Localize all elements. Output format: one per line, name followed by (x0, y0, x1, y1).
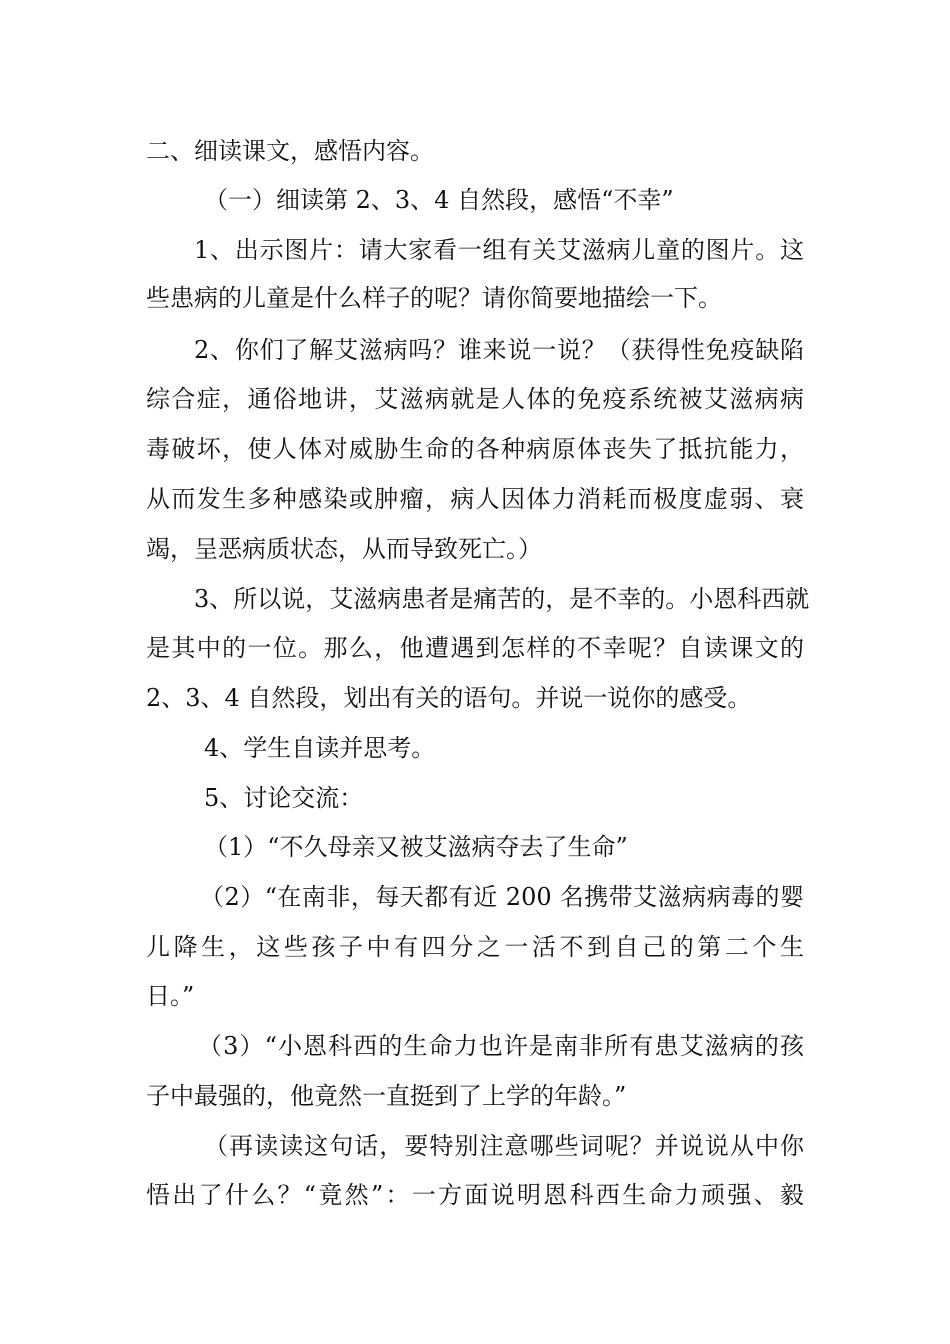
paragraph-line: 些患病的儿童是什么样子的呢？请你简要地描绘一下。 (146, 284, 722, 312)
paragraph-line: 2、你们了解艾滋病吗？谁来说一说？（获得性免疫缺陷 (194, 336, 804, 364)
paragraph-line: 1、出示图片：请大家看一组有关艾滋病儿童的图片。这 (194, 236, 804, 264)
paragraph-line: 竭，呈恶病质状态，从而导致死亡。） (146, 535, 542, 563)
paragraph-line: 子中最强的，他竟然一直挺到了上学的年龄。” (146, 1082, 627, 1110)
paragraph-line: 3、所以说，艾滋病患者是痛苦的，是不幸的。小恩科西就 (194, 585, 810, 613)
paragraph-line: 日。” (146, 982, 195, 1010)
list-item: 4、学生自读并思考。 (204, 734, 436, 762)
section-heading: 二、细读课文，感悟内容。 (146, 137, 434, 165)
paragraph-line: （再读读这句话，要特别注意哪些词呢？并说说从中你 (204, 1132, 804, 1160)
paragraph-line: 悟出了什么？“竟然”：一方面说明恩科西生命力顽强、毅 (146, 1181, 804, 1209)
subsection-heading: （一）细读第 2、3、4 自然段，感悟“不幸” (204, 186, 674, 214)
paragraph-line: 2、3、4 自然段，划出有关的语句。并说一说你的感受。 (146, 684, 752, 712)
quote-item: （2）“在南非，每天都有近 200 名携带艾滋病病毒的婴 (200, 883, 804, 911)
paragraph-line: 综合症，通俗地讲，艾滋病就是人体的免疫系统被艾滋病病 (146, 385, 804, 413)
paragraph-line: 从而发生多种感染或肿瘤，病人因体力消耗而极度虚弱、衰 (146, 485, 804, 513)
quote-item: （1）“不久母亲又被艾滋病夺去了生命” (204, 833, 628, 861)
paragraph-line: 是其中的一位。那么，他遭遇到怎样的不幸呢？自读课文的 (146, 634, 804, 662)
list-item: 5、讨论交流： (204, 784, 364, 812)
paragraph-line: 毒破坏，使人体对威胁生命的各种病原体丧失了抵抗能力， (146, 435, 804, 463)
paragraph-line: 儿降生，这些孩子中有四分之一活不到自己的第二个生 (146, 933, 804, 961)
quote-item: （3）“小恩科西的生命力也许是南非所有患艾滋病的孩 (198, 1032, 804, 1060)
